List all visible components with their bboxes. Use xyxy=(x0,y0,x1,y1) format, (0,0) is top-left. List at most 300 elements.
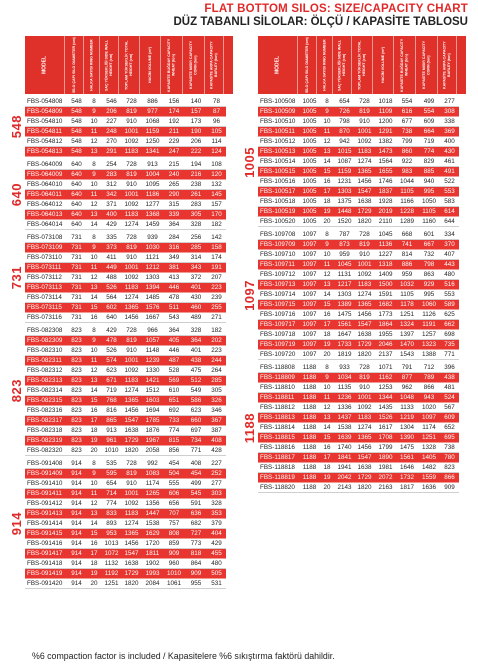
value-cell: 1105 xyxy=(422,208,436,215)
value-cell: 13 xyxy=(90,377,98,384)
table-row xyxy=(25,469,226,479)
value-cell: 227 xyxy=(106,118,117,125)
value-cell: 546 xyxy=(106,98,117,105)
value-cell: 1740 xyxy=(337,444,352,451)
value-cell: 595 xyxy=(106,470,117,477)
value-cell: 312 xyxy=(106,181,117,188)
value-cell: 1647 xyxy=(337,331,352,338)
value-cell: 1967 xyxy=(145,437,160,444)
model-cell: FBS-082312 xyxy=(27,367,63,374)
value-cell: 255 xyxy=(211,304,222,311)
value-cell: 1365 xyxy=(124,397,139,404)
table-row xyxy=(25,376,226,386)
value-cell: 609 xyxy=(423,118,435,125)
right-capacity-table xyxy=(240,36,466,493)
value-cell: 995 xyxy=(423,291,435,298)
value-cell: 1191 xyxy=(422,321,436,328)
table-row xyxy=(25,529,226,539)
model-cell: FBS-118812 xyxy=(260,404,295,411)
value-cell: 223 xyxy=(211,347,222,354)
model-cell: FBS-082319 xyxy=(27,437,63,444)
value-cell: 10 xyxy=(323,118,331,125)
value-cell: 305 xyxy=(190,211,202,218)
value-cell: 1397 xyxy=(399,331,414,338)
value-cell: 966 xyxy=(147,327,158,334)
value-cell: 1720 xyxy=(145,540,160,547)
value-cell: 789 xyxy=(423,374,435,381)
value-cell: 1097 xyxy=(302,291,317,298)
value-cell: 11 xyxy=(323,394,331,401)
value-cell: 443 xyxy=(444,261,455,268)
value-cell: 1183 xyxy=(124,510,139,517)
table-row xyxy=(25,446,226,456)
value-cell: 1010 xyxy=(166,570,181,577)
value-cell: 1274 xyxy=(357,158,372,165)
value-cell: 1475 xyxy=(399,444,414,451)
model-cell: FBS-091414 xyxy=(27,520,63,527)
table-row xyxy=(258,393,459,403)
value-cell: 741 xyxy=(401,241,413,248)
value-cell: 1820 xyxy=(357,351,372,358)
value-cell: 714 xyxy=(106,490,117,497)
value-cell: 1001 xyxy=(357,128,372,135)
table-row xyxy=(25,336,226,346)
value-cell: 942 xyxy=(339,138,350,145)
value-cell: 1941 xyxy=(337,464,352,471)
value-cell: 833 xyxy=(106,510,117,517)
value-cell: 1291 xyxy=(378,128,393,135)
value-cell: 9 xyxy=(325,241,329,248)
table-row xyxy=(25,479,226,489)
value-cell: 11 xyxy=(90,264,98,271)
model-cell: FBS-064014 xyxy=(27,221,63,228)
value-cell: 1538 xyxy=(337,424,352,431)
value-cell: 1667 xyxy=(145,314,160,321)
value-cell: 1005 xyxy=(302,128,317,135)
model-cell: FBS-054809 xyxy=(27,108,63,115)
model-cell: FBS-100513 xyxy=(260,148,296,155)
value-cell: 480 xyxy=(444,271,455,278)
value-cell: 524 xyxy=(444,394,455,401)
value-cell: 1092 xyxy=(124,201,139,208)
model-cell: FBS-100514 xyxy=(260,158,296,165)
value-cell: 731 xyxy=(71,294,82,301)
model-cell: FBS-073111 xyxy=(27,264,62,271)
value-cell: 1437 xyxy=(337,414,352,421)
value-cell: 8 xyxy=(92,327,96,334)
table-header xyxy=(240,36,466,94)
value-cell: 114 xyxy=(211,138,222,145)
diameter-group xyxy=(7,326,233,456)
value-cell: 1265 xyxy=(145,490,160,497)
value-cell: 1365 xyxy=(357,168,372,175)
value-cell: 11 xyxy=(323,128,331,135)
value-cell: 454 xyxy=(168,460,180,467)
value-cell: 1456 xyxy=(124,407,139,414)
value-cell: 211 xyxy=(168,128,180,135)
value-cell: 1004 xyxy=(145,171,160,178)
value-cell: 227 xyxy=(211,460,222,467)
value-cell: 12 xyxy=(323,404,331,411)
value-cell: 206 xyxy=(190,138,202,145)
value-cell: 429 xyxy=(211,540,222,547)
value-cell: 601 xyxy=(423,231,435,238)
model-cell: FBS-118810 xyxy=(260,384,295,391)
value-cell: 18 xyxy=(323,464,331,471)
table-row xyxy=(258,147,459,157)
value-cell: 1092 xyxy=(357,404,372,411)
value-cell: 1044 xyxy=(399,178,414,185)
model-cell: FBS-064009 xyxy=(27,171,63,178)
table-row xyxy=(258,350,459,360)
value-cell: 1132 xyxy=(104,560,119,567)
value-cell: 1274 xyxy=(124,221,139,228)
table-row xyxy=(258,260,459,270)
value-cell: 1032 xyxy=(399,281,414,288)
value-cell: 1097 xyxy=(302,311,317,318)
value-cell: 1341 xyxy=(145,148,160,155)
model-cell: FBS-118808 xyxy=(260,364,295,371)
value-cell: 591 xyxy=(190,500,202,507)
value-cell: 823 xyxy=(71,347,82,354)
value-cell: 1192 xyxy=(104,570,119,577)
value-cell: 170 xyxy=(211,211,222,218)
value-cell: 823 xyxy=(71,427,82,434)
value-cell: 910 xyxy=(126,181,137,188)
value-cell: 194 xyxy=(190,161,202,168)
value-cell: 910 xyxy=(126,480,137,487)
diameter-group-label xyxy=(7,459,25,589)
value-cell: 2137 xyxy=(378,351,393,358)
table-row xyxy=(25,509,226,519)
table-row xyxy=(25,273,226,283)
model-cell: FBS-109717 xyxy=(260,321,296,328)
model-cell: FBS-100517 xyxy=(260,188,296,195)
table-row xyxy=(258,310,459,320)
value-cell: 738 xyxy=(401,128,413,135)
value-cell: 238 xyxy=(190,181,202,188)
value-cell: 1323 xyxy=(421,341,436,348)
table-row xyxy=(258,423,459,433)
value-cell: 1547 xyxy=(124,417,139,424)
value-cell: 1365 xyxy=(357,301,372,308)
value-cell: 17 xyxy=(90,417,98,424)
value-cell: 1841 xyxy=(337,454,352,461)
value-cell: 664 xyxy=(423,128,435,135)
value-cell: 18 xyxy=(323,331,331,338)
value-cell: 1547 xyxy=(357,321,372,328)
value-cell: 564 xyxy=(106,294,117,301)
value-cell: 315 xyxy=(168,201,180,208)
value-cell: 12 xyxy=(323,138,331,145)
value-cell: 1732 xyxy=(399,474,414,481)
value-cell: 1837 xyxy=(378,188,393,195)
table-row xyxy=(258,240,459,250)
value-cell: 12 xyxy=(90,201,98,208)
value-cell: 308 xyxy=(444,108,455,115)
value-cell: 1547 xyxy=(124,550,139,557)
column-header: HACİM VOLUME (m³) xyxy=(373,36,394,94)
value-cell: 1097 xyxy=(302,281,317,288)
value-cell: 1336 xyxy=(337,404,352,411)
value-cell: 773 xyxy=(190,540,202,547)
value-cell: 8 xyxy=(92,161,96,168)
value-cell: 1251 xyxy=(421,434,436,441)
value-cell: 816 xyxy=(106,407,117,414)
value-cell: 823 xyxy=(71,357,82,364)
value-cell: 1133 xyxy=(400,404,414,411)
value-cell: 1251 xyxy=(104,580,119,587)
value-cell: 1559 xyxy=(421,474,436,481)
table-row xyxy=(258,197,459,207)
table-header xyxy=(7,36,233,94)
header-spacer xyxy=(7,36,25,94)
value-cell: 526 xyxy=(106,347,117,354)
value-cell: 910 xyxy=(126,118,137,125)
value-cell: 1188 xyxy=(302,474,317,481)
value-cell: 20 xyxy=(90,447,98,454)
table-row xyxy=(25,210,226,220)
value-cell: 962 xyxy=(401,384,413,391)
value-cell: 446 xyxy=(168,347,180,354)
value-cell: 1447 xyxy=(145,510,160,517)
value-cell: 823 xyxy=(71,377,82,384)
value-cell: 284 xyxy=(168,234,180,241)
table-row xyxy=(25,127,226,137)
value-cell: 569 xyxy=(168,377,180,384)
value-cell: 1001 xyxy=(124,191,139,198)
value-cell: 248 xyxy=(106,128,117,135)
value-cell: 914 xyxy=(71,560,82,567)
value-cell: 707 xyxy=(168,510,180,517)
value-cell: 1183 xyxy=(124,284,139,291)
value-cell: 9 xyxy=(92,337,96,344)
value-cell: 553 xyxy=(444,188,455,195)
value-cell: 698 xyxy=(444,331,455,338)
table-row xyxy=(258,363,459,373)
value-cell: 202 xyxy=(211,337,222,344)
value-cell: 17 xyxy=(323,321,331,328)
value-cell: 640 xyxy=(71,171,82,178)
value-cell: 798 xyxy=(423,261,435,268)
value-cell: 1636 xyxy=(421,484,436,491)
diameter-group xyxy=(240,97,466,227)
value-cell: 19 xyxy=(323,474,331,481)
model-cell: FBS-100519 xyxy=(260,208,296,215)
value-cell: 1159 xyxy=(337,168,352,175)
value-cell: 334 xyxy=(444,231,455,238)
table-row xyxy=(25,559,226,569)
value-cell: 1174 xyxy=(145,480,160,487)
model-cell: FBS-109720 xyxy=(260,351,296,358)
value-cell: 1289 xyxy=(399,218,414,225)
value-cell: 1045 xyxy=(378,231,393,238)
value-cell: 886 xyxy=(401,261,413,268)
column-header: KAPASİTE BUĞDAY CAPACITY WHEAT (ton) xyxy=(161,36,183,94)
value-cell: 326 xyxy=(211,397,222,404)
value-cell: 1820 xyxy=(124,580,139,587)
value-cell: 731 xyxy=(71,304,82,311)
value-cell: 87 xyxy=(212,108,220,115)
value-cell: 1629 xyxy=(145,530,160,537)
value-cell: 9 xyxy=(92,470,96,477)
column-header: SAÇ YÜKSEKLİĞİ SIDE WALL HEIGHT (cm) xyxy=(100,36,119,94)
value-cell: 1638 xyxy=(124,560,139,567)
value-cell: 316 xyxy=(168,244,180,251)
value-cell: 728 xyxy=(359,98,370,105)
value-cell: 654 xyxy=(106,480,117,487)
value-cell: 16 xyxy=(90,407,98,414)
value-cell: 10 xyxy=(90,347,98,354)
value-cell: 1928 xyxy=(378,198,393,205)
value-cell: 1303 xyxy=(337,188,352,195)
value-cell: 819 xyxy=(359,241,370,248)
value-cell: 15 xyxy=(90,530,98,537)
value-cell: 240 xyxy=(168,171,180,178)
value-cell: 1097 xyxy=(302,261,317,268)
value-cell: 1274 xyxy=(357,291,372,298)
table-row xyxy=(25,220,226,230)
value-cell: 1097 xyxy=(302,321,317,328)
value-cell: 16 xyxy=(323,178,331,185)
value-cell: 372 xyxy=(190,274,202,281)
value-cell: 1365 xyxy=(357,434,372,441)
value-cell: 1773 xyxy=(378,311,393,318)
value-cell: 511 xyxy=(168,304,180,311)
value-cell: 1097 xyxy=(302,231,317,238)
model-cell: FBS-091419 xyxy=(27,570,63,577)
value-cell: 1030 xyxy=(145,244,160,251)
value-cell: 1646 xyxy=(399,464,414,471)
value-cell: 1001 xyxy=(124,128,139,135)
table-row xyxy=(25,233,226,243)
value-cell: 728 xyxy=(126,460,137,467)
value-cell: 939 xyxy=(147,234,158,241)
model-cell: FBS-118816 xyxy=(260,444,295,451)
value-cell: 1456 xyxy=(357,178,372,185)
value-cell: 1526 xyxy=(378,414,393,421)
table-row xyxy=(258,463,459,473)
value-cell: 1785 xyxy=(145,417,160,424)
value-cell: 798 xyxy=(339,118,350,125)
value-cell: 1231 xyxy=(337,178,352,185)
value-cell: 9 xyxy=(92,108,96,115)
model-cell: FBS-118818 xyxy=(260,464,295,471)
table-row xyxy=(25,489,226,499)
column-header: KAPASİTE BUĞDAY CAPACITY WHEAT (ton) xyxy=(394,36,416,94)
value-cell: 401 xyxy=(190,284,202,291)
value-cell: 499 xyxy=(423,98,435,105)
value-cell: 264 xyxy=(211,367,222,374)
value-cell: 640 xyxy=(106,314,117,321)
value-cell: 429 xyxy=(106,327,117,334)
value-cell: 774 xyxy=(168,427,180,434)
model-cell: FBS-091417 xyxy=(27,550,63,557)
value-cell: 910 xyxy=(359,118,370,125)
value-cell: 15 xyxy=(90,304,98,311)
value-cell: 731 xyxy=(71,234,82,241)
value-cell: 124 xyxy=(211,148,222,155)
value-cell: 2019 xyxy=(378,208,393,215)
value-cell: 1005 xyxy=(302,198,317,205)
table-row xyxy=(25,519,226,529)
value-cell: 1456 xyxy=(124,314,139,321)
value-cell: 574 xyxy=(106,357,117,364)
value-cell: 1061 xyxy=(166,580,181,587)
value-cell: 387 xyxy=(211,427,222,434)
value-cell: 223 xyxy=(211,284,222,291)
table-row xyxy=(258,433,459,443)
model-cell: FBS-109710 xyxy=(260,251,296,258)
table-row xyxy=(258,473,459,483)
value-cell: 731 xyxy=(71,284,82,291)
value-cell: 239 xyxy=(211,294,222,301)
table-row xyxy=(25,283,226,293)
value-cell: 1733 xyxy=(337,341,352,348)
value-cell: 411 xyxy=(106,254,117,261)
value-cell: 346 xyxy=(211,407,222,414)
table-row xyxy=(258,403,459,413)
value-cell: 285 xyxy=(190,244,202,251)
model-cell: FBS-109719 xyxy=(260,341,296,348)
value-cell: 731 xyxy=(71,274,82,281)
value-cell: 1188 xyxy=(302,484,317,491)
diameter-group-label xyxy=(240,230,258,360)
value-cell: 2110 xyxy=(378,218,393,225)
table-row xyxy=(25,569,226,579)
value-cell: 914 xyxy=(71,550,82,557)
value-cell: 1473 xyxy=(378,148,393,155)
model-cell: FBS-091412 xyxy=(27,500,63,507)
value-cell: 1456 xyxy=(357,311,372,318)
value-cell: 586 xyxy=(190,397,202,404)
value-cell: 15 xyxy=(90,397,98,404)
value-cell: 995 xyxy=(423,188,435,195)
value-cell: 1811 xyxy=(145,550,160,557)
column-header: MODEL xyxy=(258,36,298,94)
value-cell: 1005 xyxy=(302,98,317,105)
value-cell: 314 xyxy=(190,254,202,261)
value-cell: 554 xyxy=(423,108,435,115)
value-cell: 18 xyxy=(90,560,98,567)
value-cell: 1005 xyxy=(302,208,317,215)
value-cell: 9 xyxy=(325,108,329,115)
diameter-group xyxy=(240,230,466,360)
value-cell: 959 xyxy=(339,251,350,258)
value-cell: 652 xyxy=(444,424,455,431)
value-cell: 1257 xyxy=(421,331,436,338)
value-cell: 2046 xyxy=(378,341,393,348)
value-cell: 381 xyxy=(168,264,180,271)
table-row xyxy=(25,190,226,200)
value-cell: 277 xyxy=(444,98,455,105)
value-cell: 1034 xyxy=(337,374,352,381)
value-cell: 1097 xyxy=(421,414,436,421)
value-cell: 531 xyxy=(211,580,222,587)
value-cell: 791 xyxy=(401,364,413,371)
column-header: KAPASİTE MISIR CAPACITY CORN (ton) xyxy=(183,36,205,94)
value-cell: 1470 xyxy=(399,341,414,348)
model-cell: FBS-109714 xyxy=(260,291,296,298)
value-cell: 914 xyxy=(71,510,82,517)
value-cell: 712 xyxy=(423,364,435,371)
diameter-group-label xyxy=(7,160,25,230)
diameter-group-label xyxy=(7,97,25,157)
value-cell: 651 xyxy=(168,397,180,404)
value-cell: 787 xyxy=(339,231,350,238)
value-cell: 13 xyxy=(90,510,98,517)
model-cell: FBS-100518 xyxy=(260,198,296,205)
